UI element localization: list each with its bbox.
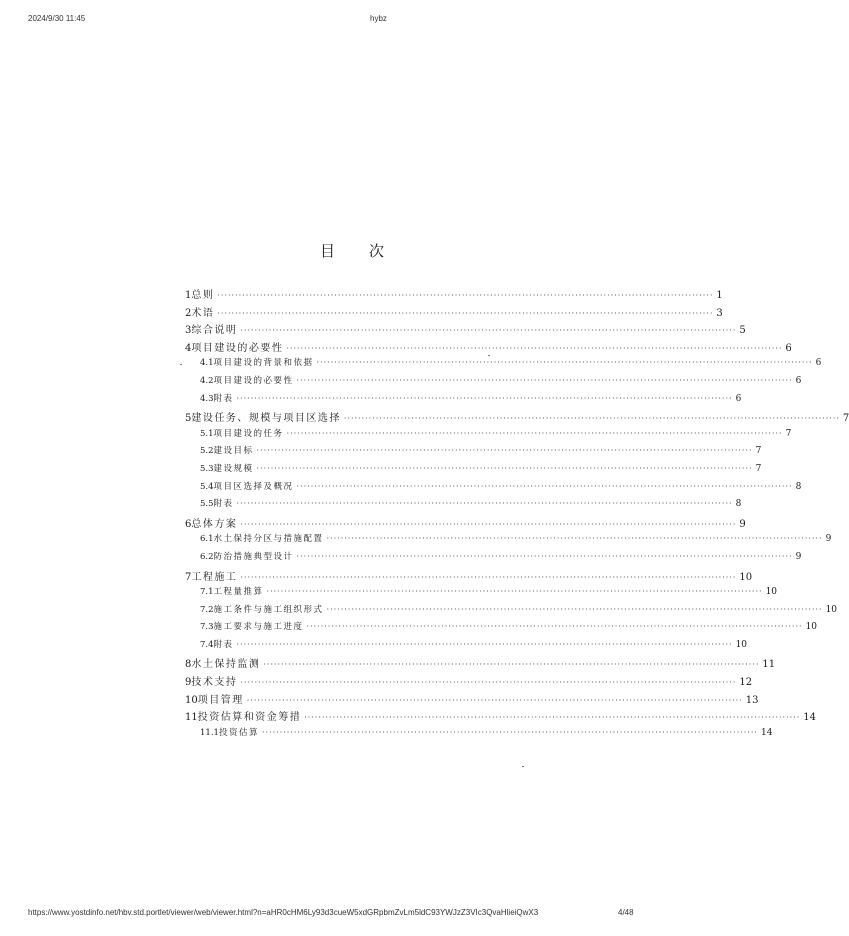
toc-subentry [185, 356, 822, 374]
toc-section-title: 建设目标 [213, 446, 254, 457]
toc-section-title: 工程施工 [191, 571, 238, 583]
toc-section-title: 项目建设的必要性 [191, 342, 284, 354]
toc-page-number: 10 [805, 622, 818, 633]
toc-section-title: 施工条件与施工组织形式 [213, 604, 324, 615]
toc-section-title: 项目建设的任务 [213, 428, 284, 439]
toc-page-number: 6 [735, 393, 742, 404]
toc-page-number: 10 [739, 571, 753, 583]
scan-speck [488, 355, 490, 356]
toc-section-title: 项目管理 [197, 694, 244, 706]
toc-leader-dots: ············································································································································ [236, 393, 733, 403]
toc-section-title: 技术支持 [191, 677, 238, 689]
toc-section-number: 11 [185, 712, 198, 724]
toc-leader-dots: ············································································································································ [326, 534, 823, 544]
toc-section-number: 7.4 [200, 639, 214, 650]
toc-section-number: 6.2 [200, 551, 214, 562]
toc-entry [185, 655, 776, 673]
toc-subentry [185, 497, 742, 515]
toc-page-number: 8 [735, 499, 742, 510]
toc-section-title: 项目建设的必要性 [213, 375, 294, 386]
toc-leader-dots: ············································································································································ [296, 481, 793, 491]
toc-section-number: 5.3 [200, 463, 214, 474]
scan-speck [522, 766, 524, 767]
toc-page-number: 9 [825, 534, 832, 545]
toc-page-number: 7 [785, 428, 792, 439]
toc-section-number: 5.5 [200, 499, 214, 510]
toc-section-number: 6.1 [200, 534, 214, 545]
toc-subentry [185, 620, 818, 638]
toc-page-number: 10 [825, 604, 838, 615]
toc-leader-dots: ············································································································································ [296, 551, 793, 561]
scan-speck [180, 364, 182, 365]
toc-subentry [185, 444, 762, 462]
toc-section-number: 5.1 [200, 428, 214, 439]
toc-entry [185, 321, 746, 339]
toc-entry [185, 339, 792, 357]
toc-page-number: 12 [739, 677, 753, 689]
toc-subentry [185, 603, 838, 621]
toc-entry [185, 304, 723, 322]
toc-leader-dots: ············································································································································ [240, 678, 737, 688]
toc-section-number: 10 [185, 694, 198, 706]
print-datetime: 2024/9/30 11:45 [28, 14, 86, 23]
toc-page-number: 11 [762, 659, 776, 671]
toc-subentry [185, 532, 832, 550]
toc-section-number: 5 [185, 413, 192, 425]
toc-section-title: 建设规模 [213, 463, 254, 474]
toc-section-number: 1 [185, 290, 192, 301]
toc-section-number: 9 [185, 677, 192, 689]
toc-section-number: 6 [185, 518, 192, 530]
print-site-name: hybz [370, 14, 387, 23]
toc-leader-dots: ············································································································································ [306, 622, 803, 632]
toc-entry [185, 286, 723, 304]
toc-page-number: 5 [739, 325, 746, 337]
toc-leader-dots: ············································································································································ [261, 727, 758, 737]
toc-subentry [185, 374, 802, 392]
toc-section-number: 7.1 [200, 587, 214, 598]
toc-subentry [185, 480, 802, 498]
toc-section-title: 术语 [191, 307, 215, 319]
toc-leader-dots: ············································································································································ [256, 463, 753, 473]
toc-section-title: 附表 [213, 499, 234, 510]
toc-section-number: 5.4 [200, 481, 214, 492]
toc-subentry [185, 392, 742, 410]
toc-page-number: 6 [785, 342, 792, 354]
toc-leader-dots: ············································································································································ [246, 695, 743, 705]
toc-section-number: 3 [185, 325, 192, 337]
toc-page-number: 8 [795, 481, 802, 492]
toc-page-number: 3 [716, 307, 723, 319]
toc-section-number: 5.2 [200, 446, 214, 457]
toc-page-number: 6 [815, 358, 822, 369]
toc-page-number: 14 [760, 727, 773, 738]
toc-page-number: 7 [755, 463, 762, 474]
toc-page-number: 10 [735, 639, 748, 650]
toc-subentry [185, 638, 748, 656]
toc-section-number: 11.1 [200, 727, 219, 738]
toc-page-number: 14 [803, 712, 816, 724]
toc-section-number: 8 [185, 659, 192, 671]
toc-leader-dots: ············································································································································ [217, 308, 714, 318]
toc-page-number: 10 [765, 587, 778, 598]
toc-page-number: 13 [745, 694, 759, 706]
toc-entry [185, 708, 816, 726]
toc-entry [185, 673, 753, 691]
toc-leader-dots: ············································································································································ [236, 639, 733, 649]
toc-subentry [185, 585, 778, 603]
toc-entry [185, 691, 759, 709]
toc-leader-dots: ············································································································································ [316, 358, 813, 368]
toc-leader-dots: ············································································································································ [304, 713, 801, 723]
toc-leader-dots: ············································································································································ [240, 572, 737, 582]
toc-page-number: 9 [795, 551, 802, 562]
table-of-contents [185, 286, 849, 743]
toc-page-number: 9 [739, 518, 746, 530]
toc-section-title: 工程量推算 [213, 587, 264, 598]
toc-section-number: 4.2 [200, 375, 214, 386]
toc-section-title: 总则 [191, 290, 215, 301]
toc-leader-dots: ············································································································································ [286, 343, 783, 353]
toc-page-number: 6 [795, 375, 802, 386]
toc-section-title: 总体方案 [191, 518, 238, 530]
toc-section-title: 水土保持分区与措施配置 [213, 534, 324, 545]
toc-section-number: 7.2 [200, 604, 214, 615]
toc-entry [185, 409, 849, 427]
toc-leader-dots: ············································································································································ [263, 660, 760, 670]
toc-section-number: 7 [185, 571, 192, 583]
toc-subentry [185, 726, 773, 744]
toc-leader-dots: ············································································································································ [217, 291, 714, 300]
toc-leader-dots: ············································································································································ [240, 326, 737, 336]
toc-section-title: 综合说明 [191, 325, 238, 337]
toc-entry [185, 515, 746, 533]
toc-section-title: 附表 [213, 393, 234, 404]
toc-section-number: 7.3 [200, 622, 214, 633]
toc-leader-dots: ············································································································································ [240, 519, 737, 529]
toc-section-number: 2 [185, 307, 192, 319]
toc-section-title: 水土保持监测 [191, 659, 261, 671]
toc-leader-dots: ············································································································································ [266, 587, 763, 597]
toc-section-number: 4 [185, 342, 192, 354]
toc-section-title: 投资估算和资金筹措 [197, 712, 302, 724]
print-url: https://www.yostdinfo.net/hbv.std.portlet/viewer/web/viewer.html?n=aHR0cHM6Ly93d3cueW5xdGRpbmZvLm5ldC93YWJzZ3VIc3QvaHlieiQwX3 [28, 908, 539, 917]
toc-subentry [185, 462, 762, 480]
toc-leader-dots: ············································································································································ [343, 414, 840, 424]
toc-section-title: 防治措施典型设计 [213, 551, 294, 562]
toc-leader-dots: ············································································································································ [326, 604, 823, 614]
toc-leader-dots: ············································································································································ [286, 428, 783, 438]
toc-subentry [185, 550, 802, 568]
toc-section-number: 4.1 [200, 358, 214, 369]
toc-section-title: 项目建设的背景和依据 [213, 358, 314, 369]
toc-section-number: 4.3 [200, 393, 214, 404]
toc-section-title: 项目区选择及概况 [213, 481, 294, 492]
toc-page-number: 1 [716, 290, 723, 301]
page-title: 目次 [320, 242, 419, 260]
print-page-number: 4/48 [618, 908, 634, 917]
toc-page-number: 7 [842, 413, 849, 425]
toc-section-title: 建设任务、规模与项目区选择 [191, 413, 341, 425]
toc-page-number: 7 [755, 446, 762, 457]
toc-subentry [185, 427, 792, 445]
toc-section-title: 施工要求与施工进度 [213, 622, 304, 633]
toc-leader-dots: ············································································································································ [256, 446, 753, 456]
toc-leader-dots: ············································································································································ [236, 499, 733, 509]
toc-leader-dots: ············································································································································ [296, 375, 793, 385]
toc-entry [185, 568, 753, 586]
toc-section-title: 投资估算 [218, 727, 259, 738]
toc-section-title: 附表 [213, 639, 234, 650]
